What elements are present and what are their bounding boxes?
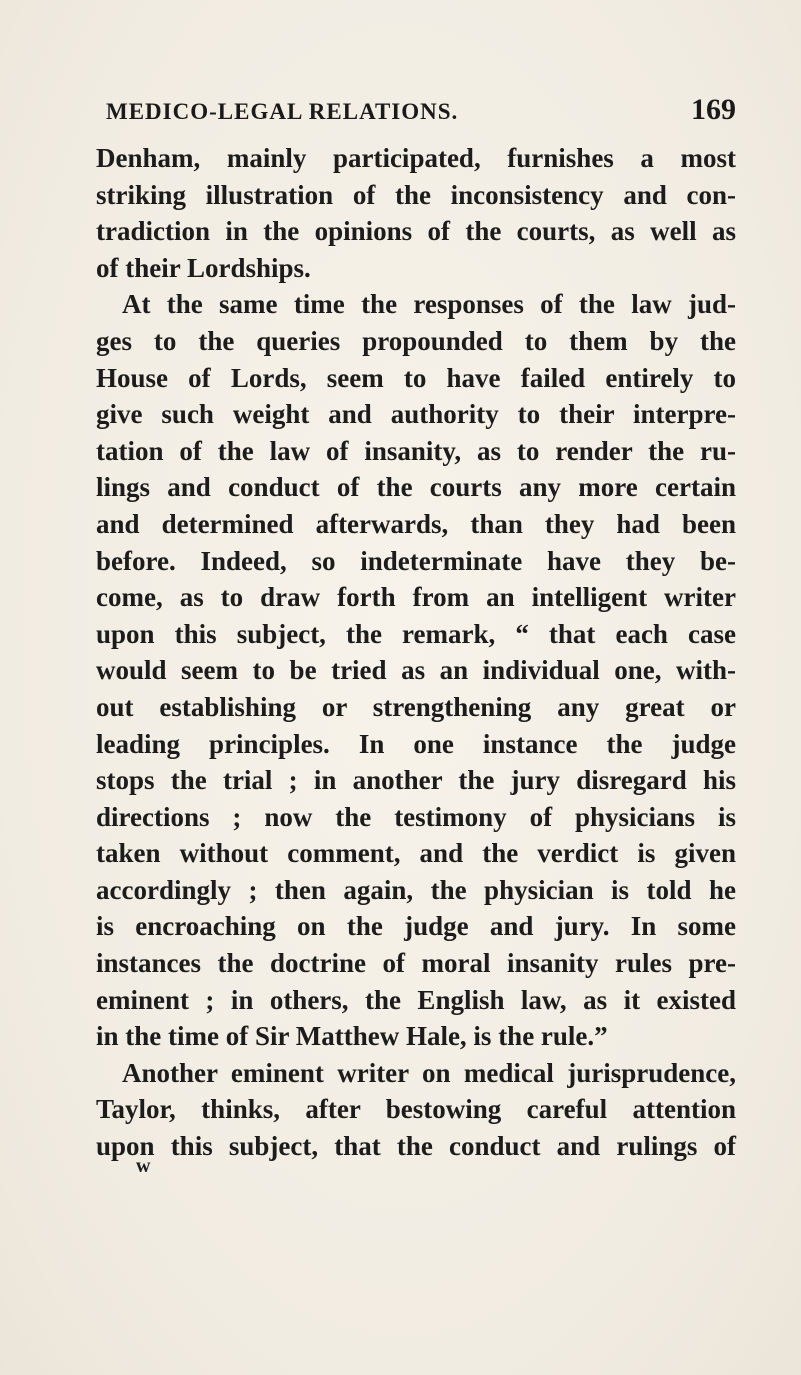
text-line: instances the doctrine of moral insanity rules pre- [96,948,736,979]
running-head: MEDICO-LEGAL RELATIONS. [106,99,459,124]
text-line: upon this subject, that the conduct and rulings of [96,1131,736,1162]
text-line: striking illustration of the inconsistency and con- [96,179,736,210]
text-line: and determined afterwards, than they had been [96,508,736,539]
text-line: before. Indeed, so indeterminate have they be- [96,545,736,576]
text-line: out establishing or strengthening any great or [96,691,736,722]
text-line: stops the trial ; in another the jury disregard his [96,765,736,796]
text-line: Taylor, thinks, after bestowing careful attention [96,1094,736,1125]
text-line: in the time of Sir Matthew Hale, is the rule.” [96,1021,608,1052]
text-line: tation of the law of insanity, as to render the ru- [96,435,736,466]
text-line: accordingly ; then again, the physician is told he [96,874,736,905]
text-line: directions ; now the testimony of physicians is [96,801,736,832]
text-line: taken without comment, and the verdict is given [96,838,736,869]
page-number: 169 [691,93,736,126]
text-line: tradiction in the opinions of the courts, as well as [96,216,736,247]
text-line: would seem to be tried as an individual one, with- [96,655,736,686]
page-header [96,93,736,133]
text-line: Denham, mainly participated, furnishes a most [96,143,736,173]
text-line: come, as to draw forth from an intelligent writer [96,582,736,613]
text-line: ges to the queries propounded to them by the [96,325,736,356]
text-line: upon this subject, the remark, “ that each case [96,618,736,649]
text-line: At the same time the responses of the law jud- [122,289,736,320]
text-line: eminent ; in others, the English law, as it existed [96,984,736,1015]
text-line: Another eminent writer on medical jurisprudence, [122,1057,736,1088]
text-line: give such weight and authority to their interpre- [96,399,736,430]
text-line: of their Lordships. [96,252,311,283]
body-text [96,140,736,1165]
text-line: is encroaching on the judge and jury. In some [96,911,736,942]
signature-mark: w [136,1155,151,1177]
text-line: lings and conduct of the courts any more certain [96,472,736,503]
text-line: leading principles. In one instance the judge [96,728,736,759]
text-line: House of Lords, seem to have failed entirely to [96,362,736,393]
